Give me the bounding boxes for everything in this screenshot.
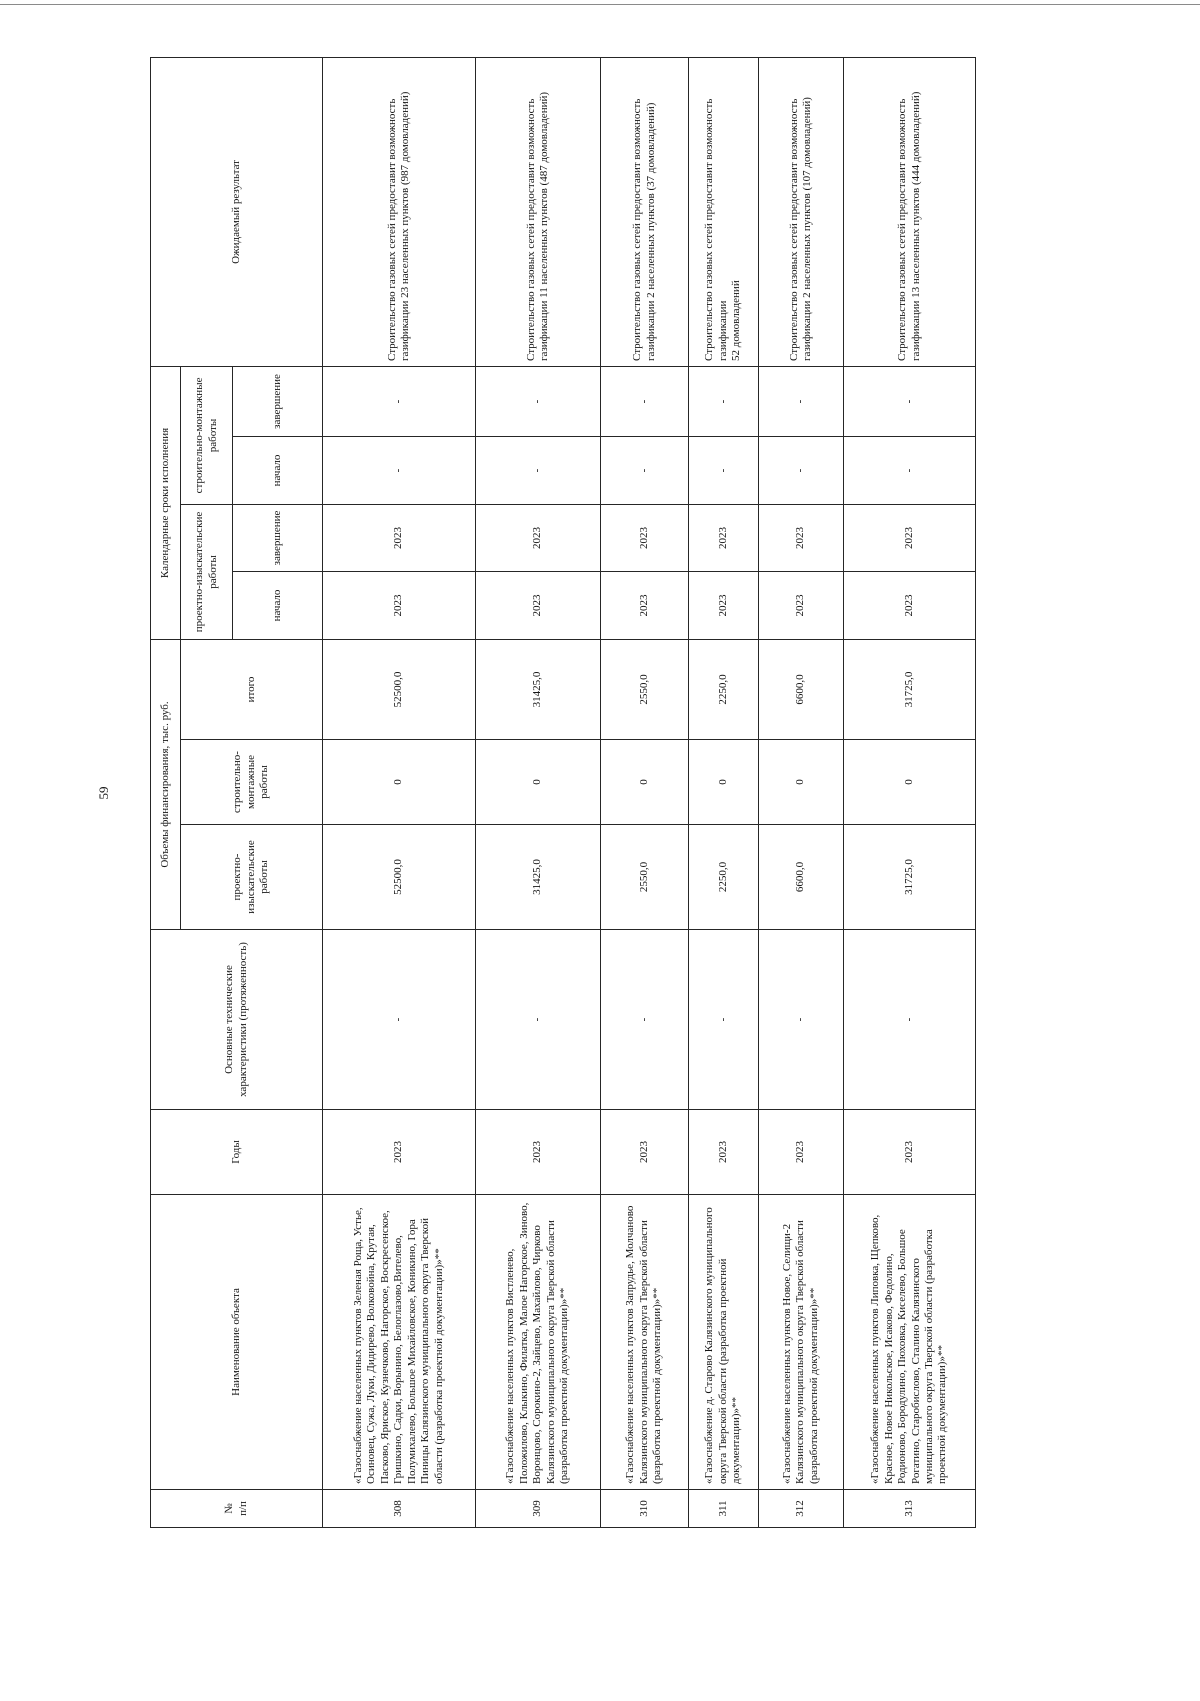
years-cell: 2023 <box>323 1110 476 1195</box>
table-row <box>759 57 844 1527</box>
design-start: 2023 <box>601 572 689 640</box>
funding-design: 52500,0 <box>323 825 476 930</box>
header-funding-group: Объемы финансирования, тыс. руб. <box>151 640 181 930</box>
table-row <box>689 57 759 1527</box>
expected-result: Строительство газовых сетей предоставит возможность газификации 52 домовладений <box>689 57 759 366</box>
table-body <box>323 57 976 1527</box>
funding-construction: 0 <box>844 740 976 825</box>
tech-characteristics: - <box>759 930 844 1110</box>
expected-result: Строительство газовых сетей предоставит возможность газификации 2 населенных пунктов (107 домовладений) <box>759 57 844 366</box>
header-design-end: завершение <box>233 505 323 572</box>
construction-start: - <box>601 437 689 505</box>
funding-total: 52500,0 <box>323 640 476 740</box>
design-start: 2023 <box>689 572 759 640</box>
gasification-objects-table <box>150 57 976 1528</box>
construction-start: - <box>476 437 601 505</box>
expected-result: Строительство газовых сетей предоставит возможность газификации 23 населенных пунктов (987 домовладений) <box>323 57 476 366</box>
construction-start: - <box>323 437 476 505</box>
header-years: Годы <box>151 1110 323 1195</box>
tech-characteristics: - <box>689 930 759 1110</box>
page-number: 59 <box>96 786 111 800</box>
design-start: 2023 <box>323 572 476 640</box>
row-number: 310 <box>601 1490 689 1528</box>
object-name: «Газоснабжение населенных пунктов Липовка, Щепково, Красное, Новое Никольское, Исаково, Федолино, Родионово, Бородулино, Пюховка, Киселево, Большое Рогатино, Старобислово, Сталино Калязинского муниципального округа Тверской области (разработка проектной документации)»** <box>844 1195 976 1490</box>
design-end: 2023 <box>601 505 689 572</box>
row-number: 309 <box>476 1490 601 1528</box>
funding-design: 31725,0 <box>844 825 976 930</box>
construction-start: - <box>759 437 844 505</box>
expected-result: Строительство газовых сетей предоставит возможность газификации 13 населенных пунктов (444 домовладений) <box>844 57 976 366</box>
design-end: 2023 <box>759 505 844 572</box>
construction-end: - <box>476 366 601 436</box>
header-funding-construction: строительно-монтажные работы <box>181 740 323 825</box>
years-cell: 2023 <box>759 1110 844 1195</box>
funding-design: 2250,0 <box>689 825 759 930</box>
header-number: № п/п <box>151 1490 323 1528</box>
tech-characteristics: - <box>601 930 689 1110</box>
construction-end: - <box>601 366 689 436</box>
header-construction-start: начало <box>233 437 323 505</box>
row-number: 313 <box>844 1490 976 1528</box>
funding-total: 31425,0 <box>476 640 601 740</box>
header-row-groups <box>151 57 181 1527</box>
funding-construction: 0 <box>601 740 689 825</box>
design-end: 2023 <box>476 505 601 572</box>
funding-design: 31425,0 <box>476 825 601 930</box>
funding-construction: 0 <box>759 740 844 825</box>
header-design-start: начало <box>233 572 323 640</box>
design-start: 2023 <box>476 572 601 640</box>
years-cell: 2023 <box>844 1110 976 1195</box>
header-object-name: Наименование объекта <box>151 1195 323 1490</box>
funding-design: 2550,0 <box>601 825 689 930</box>
construction-end: - <box>323 366 476 436</box>
object-name: «Газоснабжение населенных пунктов Новое, Селищи-2 Калязинского муниципального округа Тверской области (разработка проектной документации)»** <box>759 1195 844 1490</box>
table-row <box>844 57 976 1527</box>
object-name: «Газоснабжение населенных пунктов Запрудье, Молчаново Калязинского муниципального округа Тверской области (разработка проектной документации)»** <box>601 1195 689 1490</box>
design-end: 2023 <box>844 505 976 572</box>
row-number: 311 <box>689 1490 759 1528</box>
funding-construction: 0 <box>323 740 476 825</box>
construction-start: - <box>689 437 759 505</box>
years-cell: 2023 <box>689 1110 759 1195</box>
object-name: «Газоснабжение населенных пунктов Зеленая Роща, Устье, Осиновец, Сужа, Луки, Дидирево, Волковойна, Крутая, Пасково, Яриское, Кузнечково, Нагорское, Воскресенское, Гришкино, Садки, Ворынино, Белоглазово,Вителево, Полумихалево, Большое Михайловское, Коникино, Гора Пиницы Калязинского муниципального округа Тверской области (разработка проектной документации)»** <box>323 1195 476 1490</box>
tech-characteristics: - <box>476 930 601 1110</box>
row-number: 312 <box>759 1490 844 1528</box>
years-cell: 2023 <box>476 1110 601 1195</box>
header-construction-end: завершение <box>233 366 323 436</box>
funding-construction: 0 <box>689 740 759 825</box>
table-row <box>476 57 601 1527</box>
expected-result: Строительство газовых сетей предоставит возможность газификации 2 населенных пунктов (37 домовладений) <box>601 57 689 366</box>
design-end: 2023 <box>323 505 476 572</box>
tech-characteristics: - <box>844 930 976 1110</box>
years-cell: 2023 <box>601 1110 689 1195</box>
construction-start: - <box>844 437 976 505</box>
header-funding-total: итого <box>181 640 323 740</box>
scan-edge-line <box>0 4 1200 5</box>
design-start: 2023 <box>759 572 844 640</box>
construction-end: - <box>689 366 759 436</box>
object-name: «Газоснабжение населенных пунктов Вистленево, Положилово, Клыкино, Филатка, Малое Нагорское, Зиново, Воронцово, Сорокино-2, Зайцево, Махайлово, Чирково Калязинского муниципального округа Тверской области (разработка проектной документации)»** <box>476 1195 601 1490</box>
design-end: 2023 <box>689 505 759 572</box>
funding-construction: 0 <box>476 740 601 825</box>
rotated-page-content <box>96 58 975 1528</box>
header-funding-design: проектно-изыскательские работы <box>181 825 323 930</box>
construction-end: - <box>759 366 844 436</box>
table-row <box>323 57 476 1527</box>
expected-result: Строительство газовых сетей предоставит возможность газификации 11 населенных пунктов (487 домовладений) <box>476 57 601 366</box>
row-number: 308 <box>323 1490 476 1528</box>
table-header <box>151 57 323 1527</box>
funding-total: 31725,0 <box>844 640 976 740</box>
construction-end: - <box>844 366 976 436</box>
tech-characteristics: - <box>323 930 476 1110</box>
funding-total: 2550,0 <box>601 640 689 740</box>
funding-total: 6600,0 <box>759 640 844 740</box>
table-row <box>601 57 689 1527</box>
funding-design: 6600,0 <box>759 825 844 930</box>
funding-total: 2250,0 <box>689 640 759 740</box>
object-name: «Газоснабжение д. Старово Калязинского муниципального округа Тверской области (разработка проектной документации)»** <box>689 1195 759 1490</box>
design-start: 2023 <box>844 572 976 640</box>
header-tech-characteristics: Основные технические характеристики (протяженность) <box>151 930 323 1110</box>
header-expected-result: Ожидаемый результат <box>151 57 323 366</box>
header-schedule-group: Календарные сроки исполнения <box>151 366 181 639</box>
header-schedule-design: проектно-изыскательские работы <box>181 505 233 640</box>
header-schedule-construction: строительно-монтажные работы <box>181 366 233 504</box>
